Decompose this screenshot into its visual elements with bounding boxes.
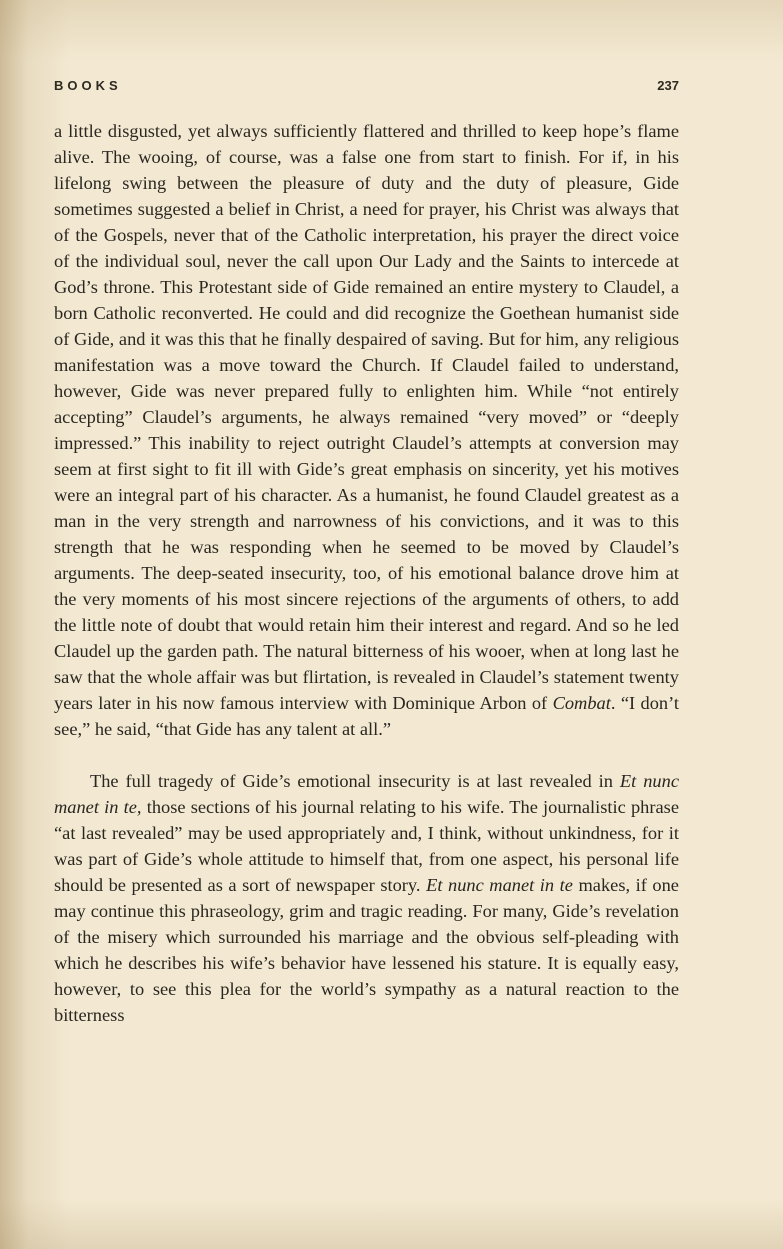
text-segment: makes, if one may continue this phraseology, grim and tragic reading. For many, Gide’s revelation of the misery which surrounded his marriage and the obvious self-pleading with which he describes his wife’s behavior have lessened his stature. It is equally easy, however, to see this plea for the world’s sympathy as a natural reaction to the bitterness	[54, 875, 679, 1025]
italic-title: Combat	[552, 693, 611, 713]
body-text	[54, 118, 679, 1028]
running-head: BOOKS	[54, 78, 122, 93]
text-segment: . “I don’t see,” he said, “that Gide has any talent at all.”	[54, 693, 679, 739]
paragraph-2	[54, 768, 679, 1028]
italic-title: Et nunc manet in te	[426, 875, 573, 895]
text-segment: The full tragedy of Gide’s emotional insecurity is at last revealed in	[90, 771, 620, 791]
text-segment: a little disgusted, yet always sufficiently flattered and thrilled to keep hope’s flame alive. The wooing, of course, was a false one from start to finish. For if, in his lifelong swing between the pleasure of duty and the duty of pleasure, Gide sometimes suggested a belief in Christ, a need for prayer, his Christ was always that of the Gospels, never that of the Catholic interpretation, his prayer the direct voice of the individual soul, never the call upon Our Lady and the Saints to intercede at God’s throne. This Protestant side of Gide remained an entire mystery to Claudel, a born Catholic reconverted. He could and did recognize the Goethean humanist side of Gide, and it was this that he finally despaired of saving. But for him, any religious manifestation was a move toward the Church. If Claudel failed to understand, however, Gide was never prepared fully to enlighten him. While “not entirely accepting” Claudel’s arguments, he always remained “very moved” or “deeply impressed.” This inability to reject outright Claudel’s attempts at conversion may seem at first sight to fit ill with Gide’s great emphasis on sincerity, yet his motives were an integral part of his character. As a humanist, he found Claudel greatest as a man in the very strength and narrowness of his convictions, and it was to this strength that he was responding when he seemed to be moved by Claudel’s arguments. The deep-seated insecurity, too, of his emotional balance drove him at the very moments of his most sincere rejections of the arguments of others, to add the little note of doubt that would retain him their interest and regard. And so he led Claudel up the garden path. The natural bitterness of his wooer, when at long last he saw that the whole affair was but flirtation, is revealed in Claudel’s statement twenty years later in his now famous interview with Dominique Arbon of	[54, 121, 679, 713]
paragraph-1	[54, 118, 679, 742]
italic-title: Et nunc manet in te,	[54, 771, 679, 817]
page-number: 237	[657, 78, 679, 93]
text-segment: those sections of his journal relating to his wife. The journalistic phrase “at last revealed” may be used appropriately and, I think, without unkindness, for it was part of Gide’s whole attitude to himself that, from one aspect, his personal life should be presented as a sort of newspaper story.	[54, 797, 679, 895]
